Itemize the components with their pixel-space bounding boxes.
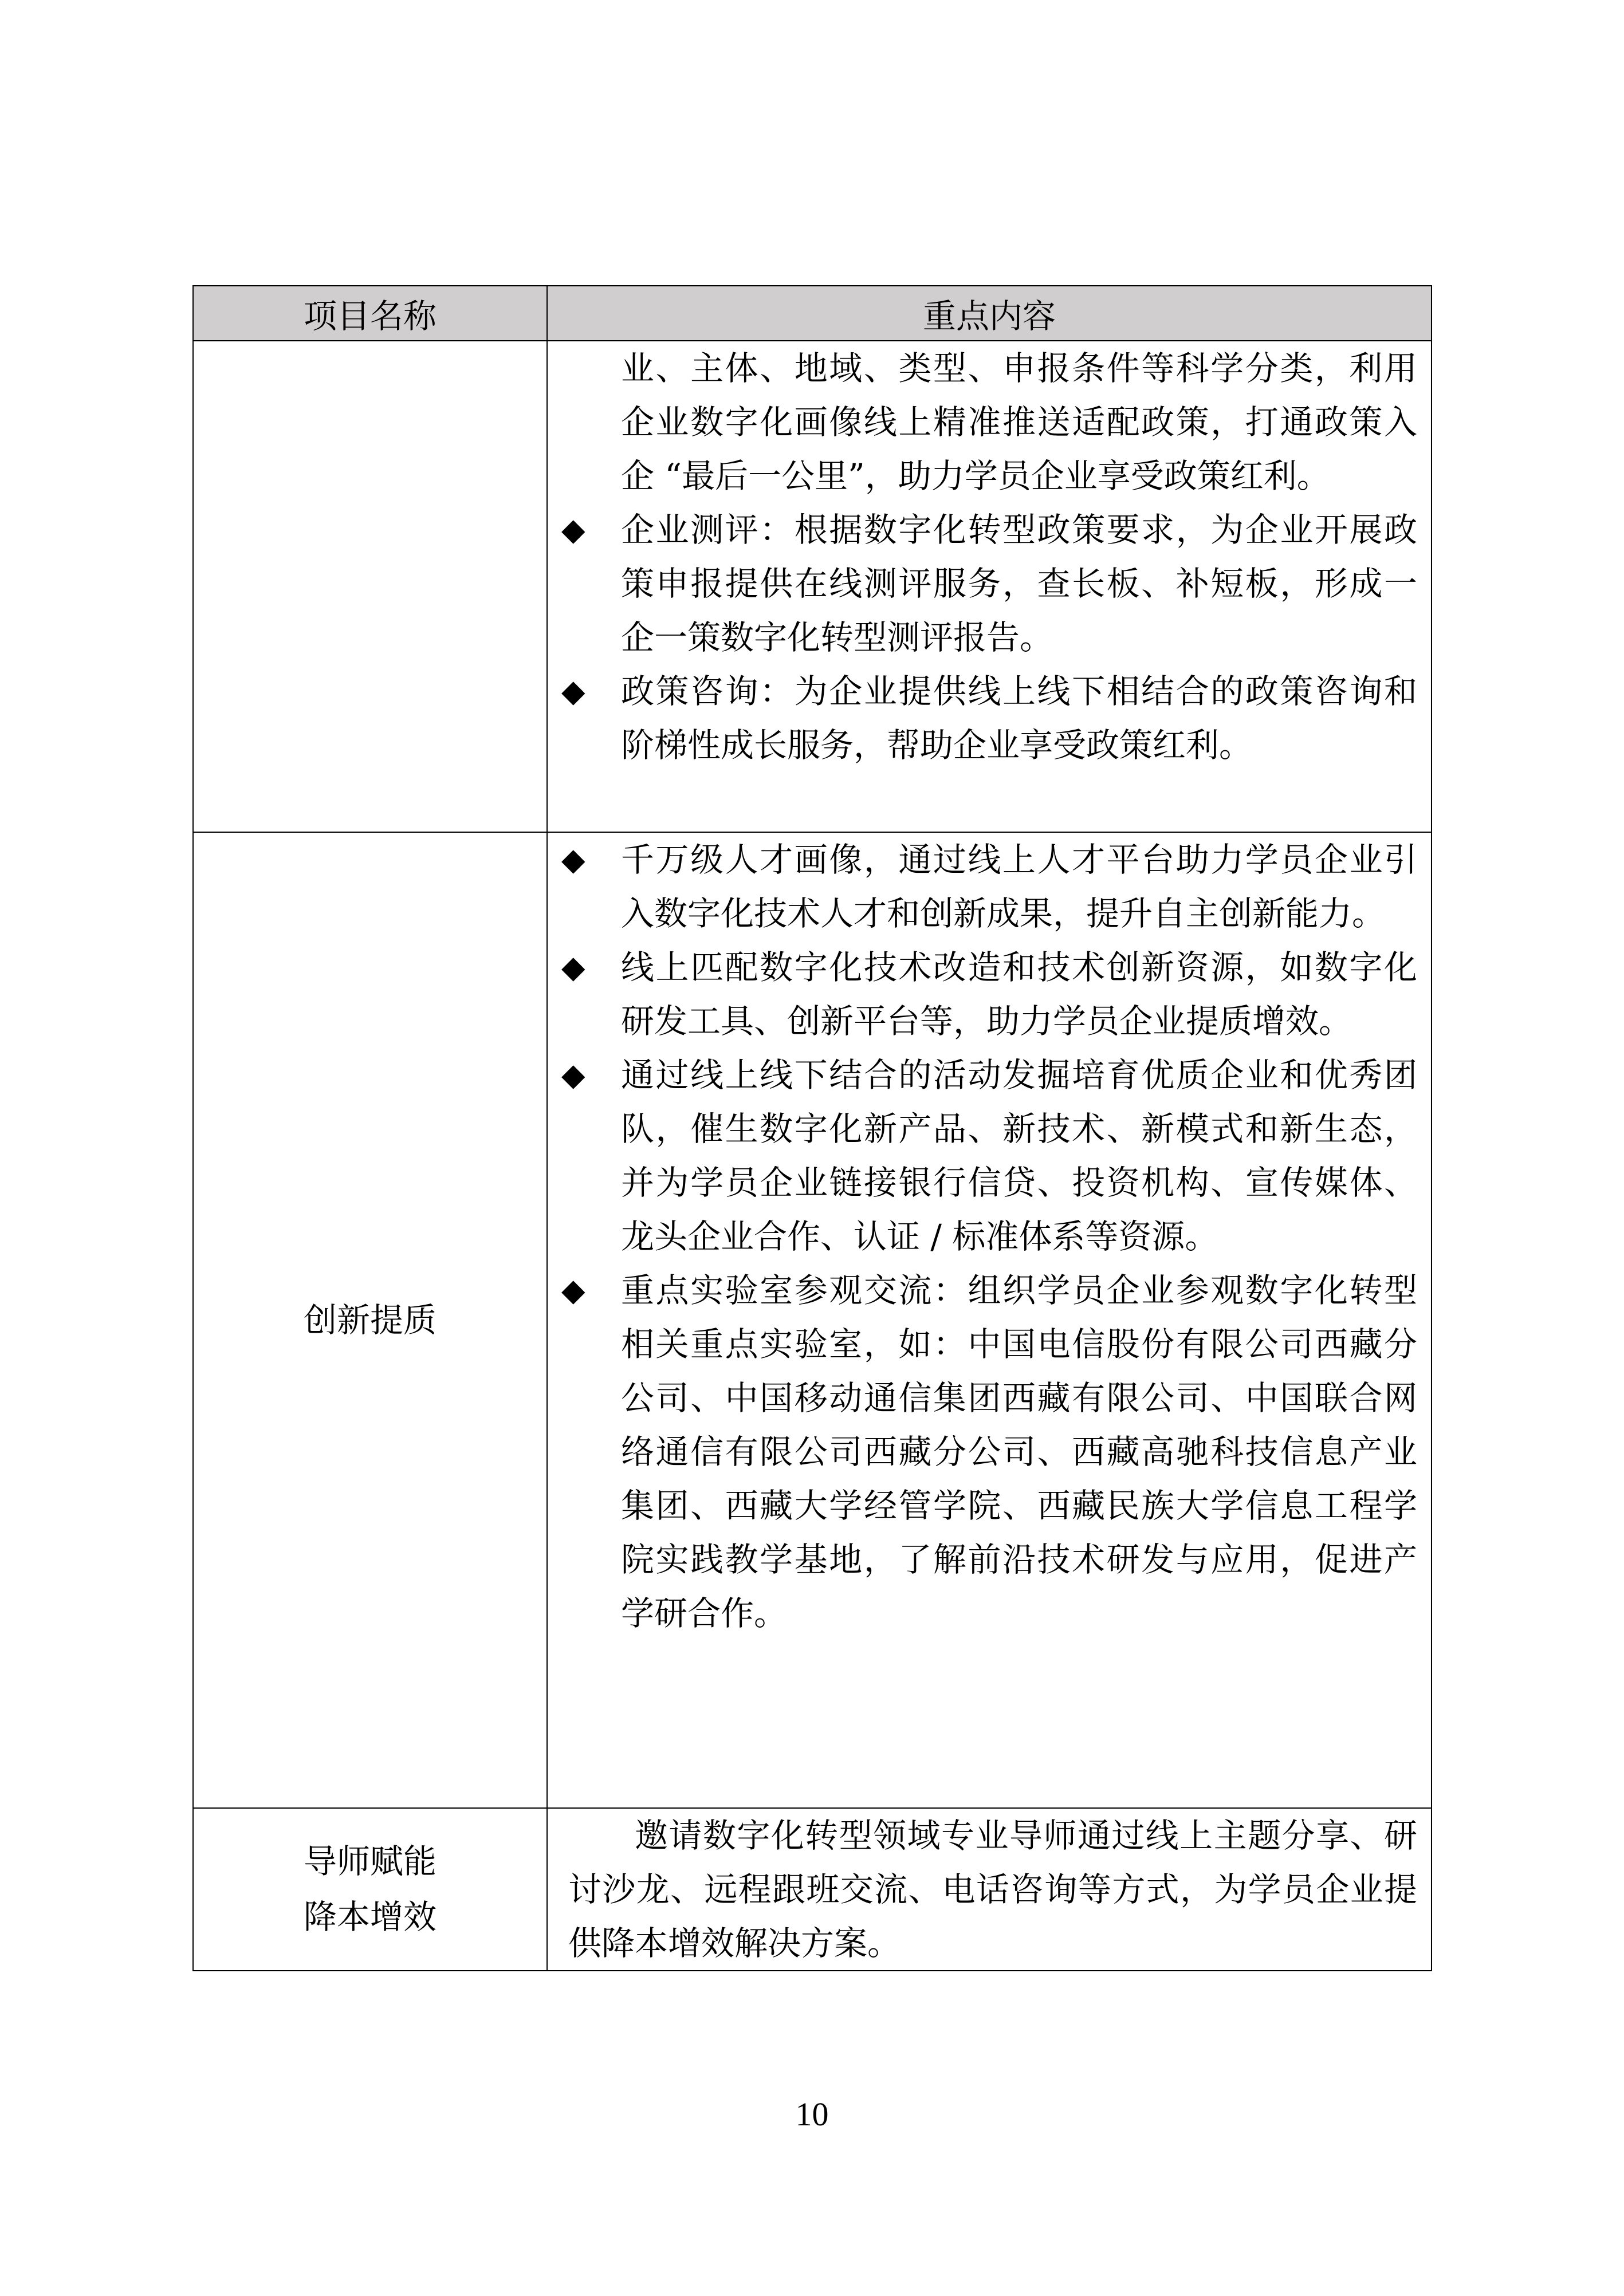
row-content-mentor xyxy=(547,1808,1432,1971)
row-content-continued xyxy=(547,341,1432,832)
diamond-bullet-icon: ◆ xyxy=(561,1272,585,1308)
page-number: 10 xyxy=(795,2096,829,2133)
table-row-mentor xyxy=(193,1808,1432,1971)
bullet-list xyxy=(548,503,1431,772)
diamond-bullet-icon: ◆ xyxy=(561,841,585,877)
list-item-text: 线上匹配数字化技术改造和技术创新资源，如数字化研发工具、创新平台等，助力学员企业提质增效。 xyxy=(621,948,1417,1041)
list-item xyxy=(548,1263,1431,1640)
row-name-empty xyxy=(193,341,547,832)
list-item-text: 千万级人才画像，通过线上人才平台助力学员企业引入数字化技术人才和创新成果，提升自主创新能力。 xyxy=(621,840,1417,933)
row-name-innovation: 创新提质 xyxy=(193,832,547,1808)
content-table xyxy=(192,285,1432,1971)
list-item xyxy=(548,1048,1431,1263)
row-name-line: 降本增效 xyxy=(303,1897,437,1936)
table-row-innovation xyxy=(193,832,1432,1808)
mentor-paragraph: 邀请数字化转型领域专业导师通过线上主题分享、研讨沙龙、远程跟班交流、电话咨询等方式，为学员企业提供降本增效解决方案。 xyxy=(568,1816,1417,1963)
header-key-content: 重点内容 xyxy=(547,286,1432,341)
list-item-text: 重点实验室参观交流：组织学员企业参观数字化转型相关重点实验室，如：中国电信股份有限公司西藏分公司、中国移动通信集团西藏有限公司、中国联合网络通信有限公司西藏分公司、西藏高驰科技信息产业集团、西藏大学经管学院、西藏民族大学信息工程学院实践教学基地，了解前沿技术研发与应用，促进产学研合作。 xyxy=(621,1271,1417,1633)
list-item xyxy=(548,503,1431,664)
diamond-bullet-icon: ◆ xyxy=(561,511,585,548)
row-content-innovation xyxy=(547,832,1432,1808)
row-name-mentor xyxy=(193,1808,547,1971)
list-item-text: 企业测评：根据数字化转型政策要求，为企业开展政策申报提供在线测评服务，查长板、补短板，形成一企一策数字化转型测评报告。 xyxy=(621,510,1417,657)
continued-paragraph: 业、主体、地域、类型、申报条件等科学分类，利用企业数字化画像线上精准推送适配政策，打通政策入企 “最后一公里”，助力学员企业享受政策红利。 xyxy=(621,349,1417,495)
list-item xyxy=(548,664,1431,772)
row-name-line: 导师赋能 xyxy=(303,1842,437,1881)
list-item-text: 政策咨询：为企业提供线上线下相结合的政策咨询和阶梯性成长服务，帮助企业享受政策红利。 xyxy=(621,672,1417,765)
table-row-continued xyxy=(193,341,1432,832)
list-item-text: 通过线上线下结合的活动发掘培育优质企业和优秀团队，催生数字化新产品、新技术、新模式和新生态，并为学员企业链接银行信贷、投资机构、宣传媒体、龙头企业合作、认证 / 标准体系等资源。 xyxy=(621,1056,1417,1256)
diamond-bullet-icon: ◆ xyxy=(561,1057,585,1093)
table-header-row xyxy=(193,286,1432,341)
list-item xyxy=(548,940,1431,1048)
header-project-name: 项目名称 xyxy=(193,286,547,341)
diamond-bullet-icon: ◆ xyxy=(561,949,585,985)
diamond-bullet-icon: ◆ xyxy=(561,673,585,709)
list-item xyxy=(548,833,1431,940)
bullet-list xyxy=(548,833,1431,1640)
